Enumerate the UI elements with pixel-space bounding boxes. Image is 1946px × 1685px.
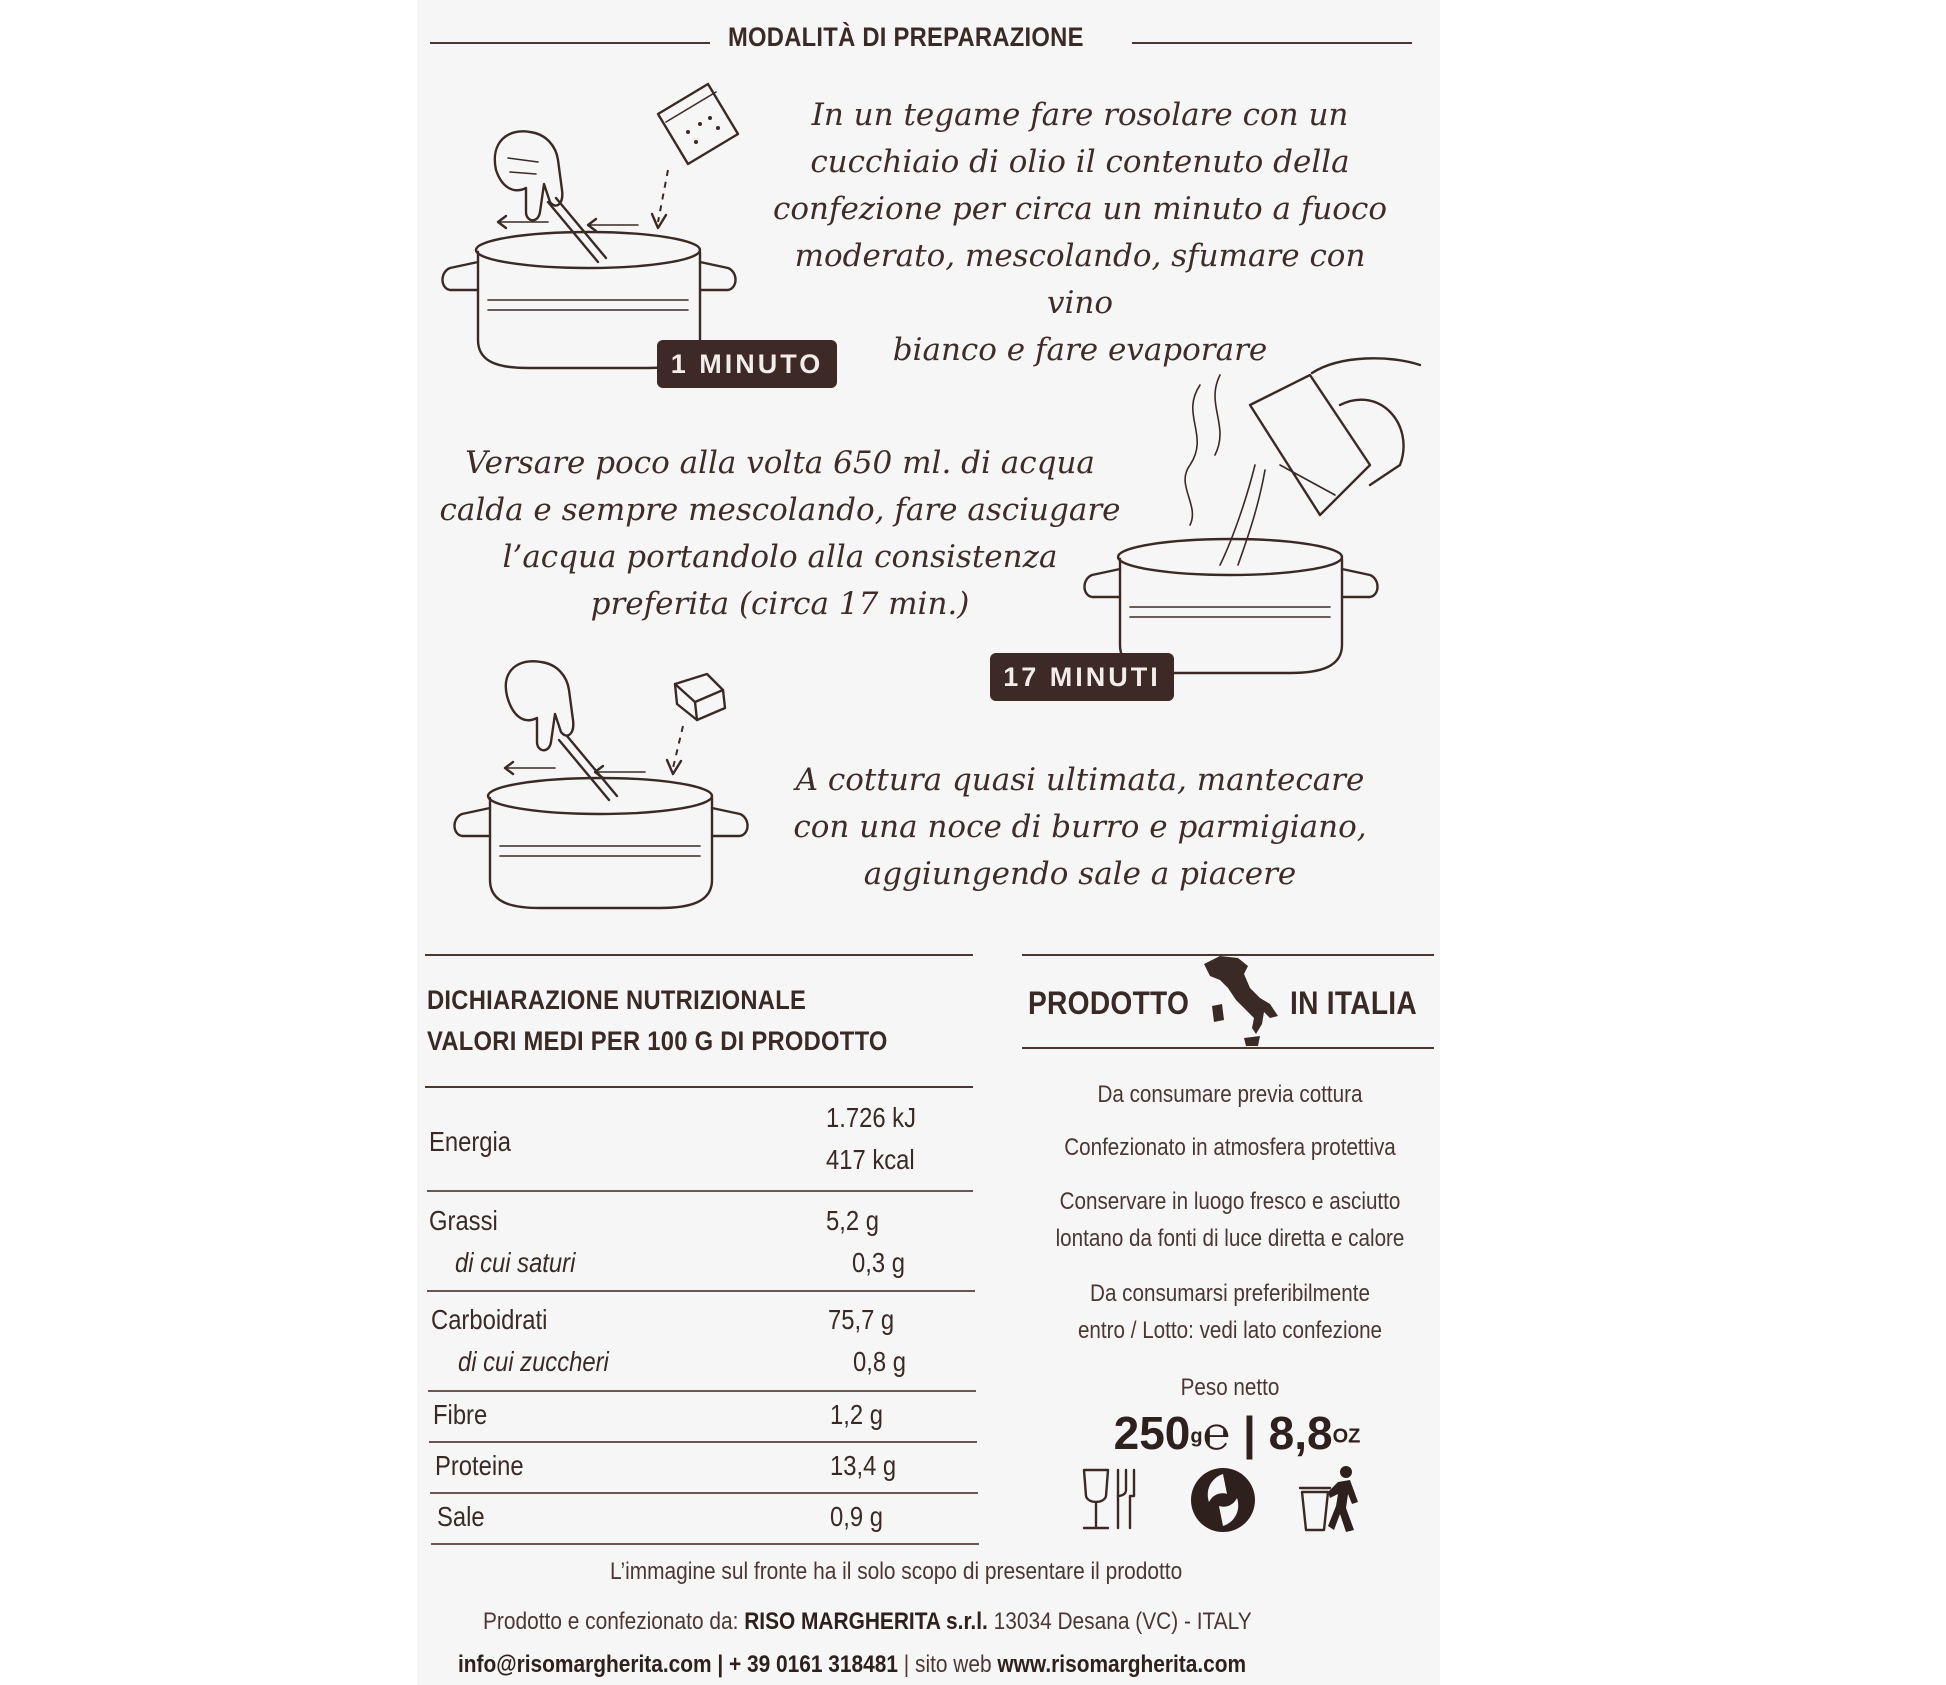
step1-duration-badge: 1 MINUTO [657,340,837,388]
producer-line [483,1608,1252,1636]
step2-line: calda e sempre mescolando, fare asciugare [439,492,1121,528]
weight-grams-unit: g [1190,1425,1203,1448]
food-contact-icon [1078,1466,1144,1536]
italy-map-icon [1198,952,1282,1052]
nutrient-label-fibre: Fibre [433,1399,488,1430]
step3-text [760,757,1400,898]
cooking-note: Da consumare previa cottura [1097,1081,1363,1108]
web-prefix: | sito web [903,1651,998,1678]
nutrient-label-sale: Sale [437,1501,485,1532]
origin-bottom-rule [1022,1047,1434,1049]
nutrient-value-kcal: 417 kcal [826,1144,915,1175]
jug-icon [1250,358,1420,515]
step2-line: Versare poco alla volta 650 ml. di acqua [465,445,1095,481]
step3-line: A cottura quasi ultimata, mantecare [795,762,1365,798]
step1-line: bianco e fare evaporare [892,332,1268,368]
table-row-divider [428,1390,976,1392]
producer-prefix: Prodotto e confezionato da: [483,1608,745,1635]
storage-note-1: Conservare in luogo fresco e asciutto [1059,1188,1401,1215]
contact-line [458,1651,1246,1679]
nutrition-title: DICHIARAZIONE NUTRIZIONALE [427,985,807,1015]
green-dot-recycle-icon [1187,1464,1259,1536]
producer-name: RISO MARGHERITA s.r.l. [744,1608,988,1635]
nutrient-value-kj: 1.726 kJ [826,1102,916,1133]
title-rule-left [430,42,710,44]
table-bottom-rule [431,1543,979,1545]
step1-line: confezione per circa un minuto a fuoco [772,191,1387,227]
producer-address: 13034 Desana (VC) - ITALY [987,1608,1252,1635]
step1-line: cucchiaio di olio il contenuto della [810,144,1350,180]
nutrient-subvalue-saturi: 0,3 g [852,1247,905,1278]
nutrient-sublabel-zuccheri: di cui zuccheri [458,1346,609,1377]
email-link[interactable]: info@risomargherita.com [458,1651,712,1678]
hand-icon [506,661,573,750]
nutrition-top-rule [425,954,973,956]
nutrient-label-carboidrati: Carboidrati [431,1304,548,1335]
packet-icon [658,84,738,164]
nutrient-value-fibre: 1,2 g [830,1399,883,1430]
step1-line: moderato, mescolando, sfumare con vino [794,238,1366,321]
nutrient-label-proteine: Proteine [435,1450,524,1481]
step2-illustration [1080,345,1425,685]
table-row-divider [427,1290,975,1292]
net-weight-value [1092,1406,1382,1460]
step2-duration-badge: 17 MINUTI [990,653,1174,701]
nutrition-subtitle: VALORI MEDI PER 100 G DI PRODOTTO [427,1026,888,1056]
nutrient-value-carboidrati: 75,7 g [828,1304,895,1335]
phone-number: | + 39 0161 318481 [711,1651,904,1678]
weight-ounces: 8,8 [1268,1407,1333,1459]
nutrition-header-rule [425,1086,973,1088]
weight-separator: ℮ | [1202,1407,1269,1459]
weight-grams: 250 [1113,1407,1191,1459]
website-link[interactable]: www.risomargherita.com [997,1651,1247,1678]
expiry-note-1: Da consumarsi preferibilmente [1090,1280,1370,1307]
step3-line: con una noce di burro e parmigiano, [793,809,1367,845]
nutrient-value-proteine: 13,4 g [830,1450,897,1481]
step1-line: In un tegame fare rosolare con un [811,97,1349,133]
origin-right-text: IN ITALIA [1290,985,1417,1021]
packaging-note: Confezionato in atmosfera protettiva [1064,1134,1396,1161]
nutrient-value-sale: 0,9 g [830,1501,883,1532]
step3-illustration [445,660,765,922]
step2-text [430,440,1130,628]
table-row-divider [427,1190,973,1192]
disclaimer-text: L’immagine sul fronte ha il solo scopo di presentare il prodotto [610,1558,1183,1585]
nutrient-value-grassi: 5,2 g [826,1205,879,1236]
expiry-note-2: entro / Lotto: vedi lato confezione [1077,1317,1383,1344]
tidyman-bin-icon [1298,1464,1370,1536]
butter-icon [675,674,725,720]
nutrient-sublabel-saturi: di cui saturi [455,1247,576,1278]
preparation-title: MODALITÀ DI PREPARAZIONE [728,22,1084,52]
weight-ounces-unit: OZ [1332,1425,1361,1448]
origin-left-text: PRODOTTO [1028,985,1190,1021]
nutrient-subvalue-zuccheri: 0,8 g [853,1346,906,1377]
table-row-divider [430,1492,978,1494]
step2-line: l’acqua portandolo alla consistenza [502,539,1058,575]
storage-note-2: lontano da fonti di luce diretta e calore [1055,1225,1405,1252]
nutrient-label-grassi: Grassi [429,1205,498,1236]
step1-text [760,92,1400,374]
net-weight-label: Peso netto [1180,1374,1280,1401]
title-rule-right [1132,42,1412,44]
step3-line: aggiungendo sale a piacere [863,856,1297,892]
pot-icon [455,778,748,908]
step2-line: preferita (circa 17 min.) [590,586,970,622]
nutrient-label-energia: Energia [429,1126,512,1157]
table-row-divider [429,1441,977,1443]
